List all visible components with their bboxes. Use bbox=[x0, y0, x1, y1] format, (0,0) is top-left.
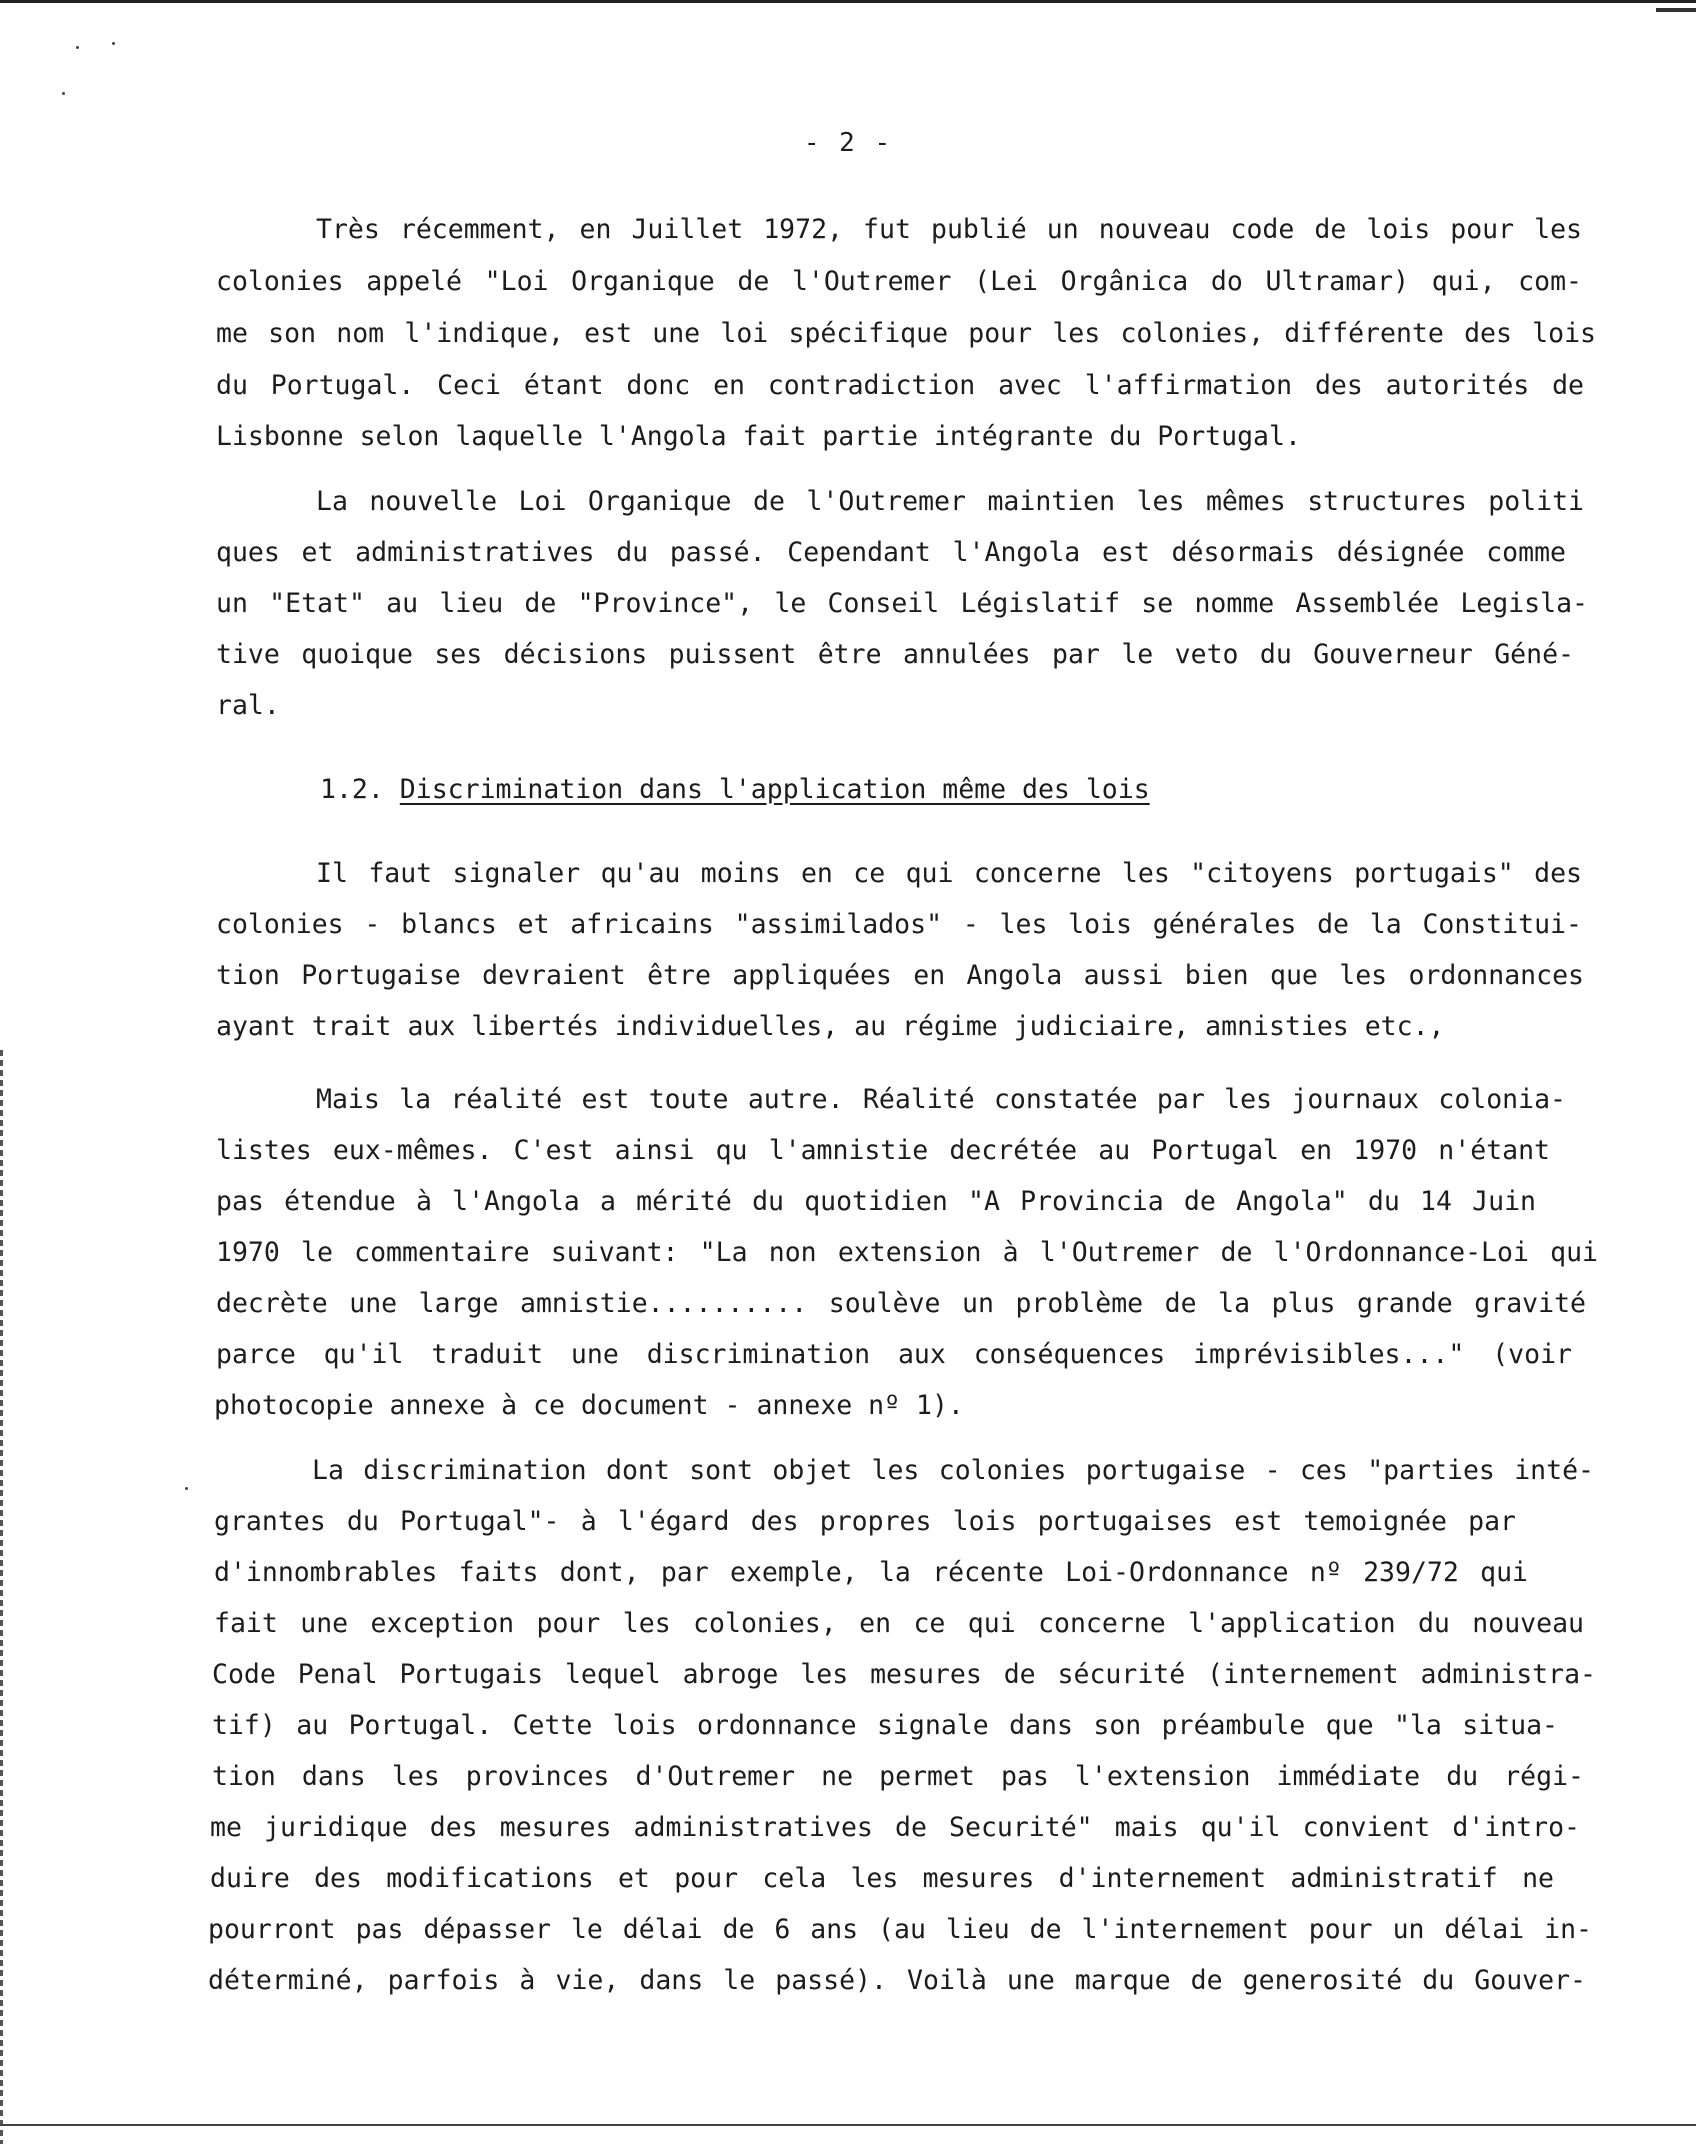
section-title: Discrimination dans l'application même des lois bbox=[399, 774, 1150, 805]
text-line: ques et administratives du passé. Cependant l'Angola est désormais désignée comme bbox=[216, 537, 1566, 568]
text-line: colonies appelé "Loi Organique de l'Outremer (Lei Orgânica do Ultramar) qui, com- bbox=[216, 266, 1582, 297]
text-line: tive quoique ses décisions puissent être annulées par le veto du Gouverneur Géné- bbox=[216, 639, 1574, 670]
text-line: fait une exception pour les colonies, en ce qui concerne l'application du nouveau bbox=[214, 1608, 1584, 1639]
text-line: Il faut signaler qu'au moins en ce qui concerne les "citoyens portugais" des bbox=[316, 858, 1582, 889]
scan-speck bbox=[185, 1487, 188, 1490]
scan-mark-top-right bbox=[1656, 8, 1696, 12]
section-heading bbox=[320, 774, 1150, 806]
text-line: ayant trait aux libertés individuelles, au régime judiciaire, amnisties etc., bbox=[216, 1011, 1445, 1042]
text-line: Mais la réalité est toute autre. Réalité constatée par les journaux colonia- bbox=[316, 1084, 1566, 1115]
text-line: photocopie annexe à ce document - annexe nº 1). bbox=[214, 1390, 964, 1421]
text-line: déterminé, parfois à vie, dans le passé). Voilà une marque de generosité du Gouver- bbox=[208, 1965, 1586, 1996]
text-line: duire des modifications et pour cela les mesures d'internement administratif ne bbox=[210, 1863, 1554, 1894]
scan-speck bbox=[112, 42, 115, 45]
section-number: 1.2. bbox=[320, 774, 384, 805]
text-line: un "Etat" au lieu de "Province", le Conseil Législatif se nomme Assemblée Legisla- bbox=[216, 588, 1588, 619]
text-line: tion dans les provinces d'Outremer ne permet pas l'extension immédiate du régi- bbox=[212, 1761, 1584, 1792]
text-line: La discrimination dont sont objet les colonies portugaise - ces "parties inté- bbox=[312, 1455, 1594, 1486]
scan-border-top bbox=[0, 0, 1696, 3]
scan-speck bbox=[62, 92, 65, 95]
text-line: 1970 le commentaire suivant: "La non extension à l'Outremer de l'Ordonnance-Loi qui bbox=[216, 1237, 1598, 1268]
text-line: decrète une large amnistie.......... soulève un problème de la plus grande gravité bbox=[216, 1288, 1586, 1319]
text-line: grantes du Portugal"- à l'égard des propres lois portugaises est temoignée par bbox=[214, 1506, 1516, 1537]
text-line: parce qu'il traduit une discrimination aux conséquences imprévisibles..." (voir bbox=[216, 1339, 1572, 1370]
text-line: colonies - blancs et africains "assimilados" - les lois générales de la Constitui- bbox=[216, 909, 1582, 940]
text-line: ral. bbox=[216, 690, 280, 721]
text-line: Très récemment, en Juillet 1972, fut publié un nouveau code de lois pour les bbox=[316, 214, 1582, 245]
scan-border-left bbox=[0, 1050, 3, 2144]
scan-border-bottom bbox=[0, 2124, 1696, 2126]
text-line: tif) au Portugal. Cette lois ordonnance signale dans son préambule que "la situa- bbox=[212, 1710, 1558, 1741]
text-line: pourront pas dépasser le délai de 6 ans (au lieu de l'internement pour un délai in- bbox=[208, 1914, 1592, 1945]
scan-speck bbox=[76, 46, 79, 49]
text-line: La nouvelle Loi Organique de l'Outremer maintien les mêmes structures politi bbox=[316, 486, 1584, 517]
text-line: d'innombrables faits dont, par exemple, la récente Loi-Ordonnance nº 239/72 qui bbox=[214, 1557, 1528, 1588]
page-number: - 2 - bbox=[803, 128, 893, 158]
text-line: me son nom l'indique, est une loi spécifique pour les colonies, différente des lois bbox=[216, 318, 1596, 349]
text-line: Lisbonne selon laquelle l'Angola fait partie intégrante du Portugal. bbox=[216, 421, 1301, 452]
text-line: Code Penal Portugais lequel abroge les mesures de sécurité (internement administra- bbox=[212, 1659, 1596, 1690]
text-line: me juridique des mesures administratives de Securité" mais qu'il convient d'intro- bbox=[210, 1812, 1580, 1843]
text-line: pas étendue à l'Angola a mérité du quotidien "A Provincia de Angola" du 14 Juin bbox=[216, 1186, 1536, 1217]
text-line: du Portugal. Ceci étant donc en contradiction avec l'affirmation des autorités de bbox=[216, 370, 1584, 401]
text-line: listes eux-mêmes. C'est ainsi qu l'amnistie decrétée au Portugal en 1970 n'étant bbox=[216, 1135, 1550, 1166]
text-line: tion Portugaise devraient être appliquées en Angola aussi bien que les ordonnances bbox=[216, 960, 1584, 991]
